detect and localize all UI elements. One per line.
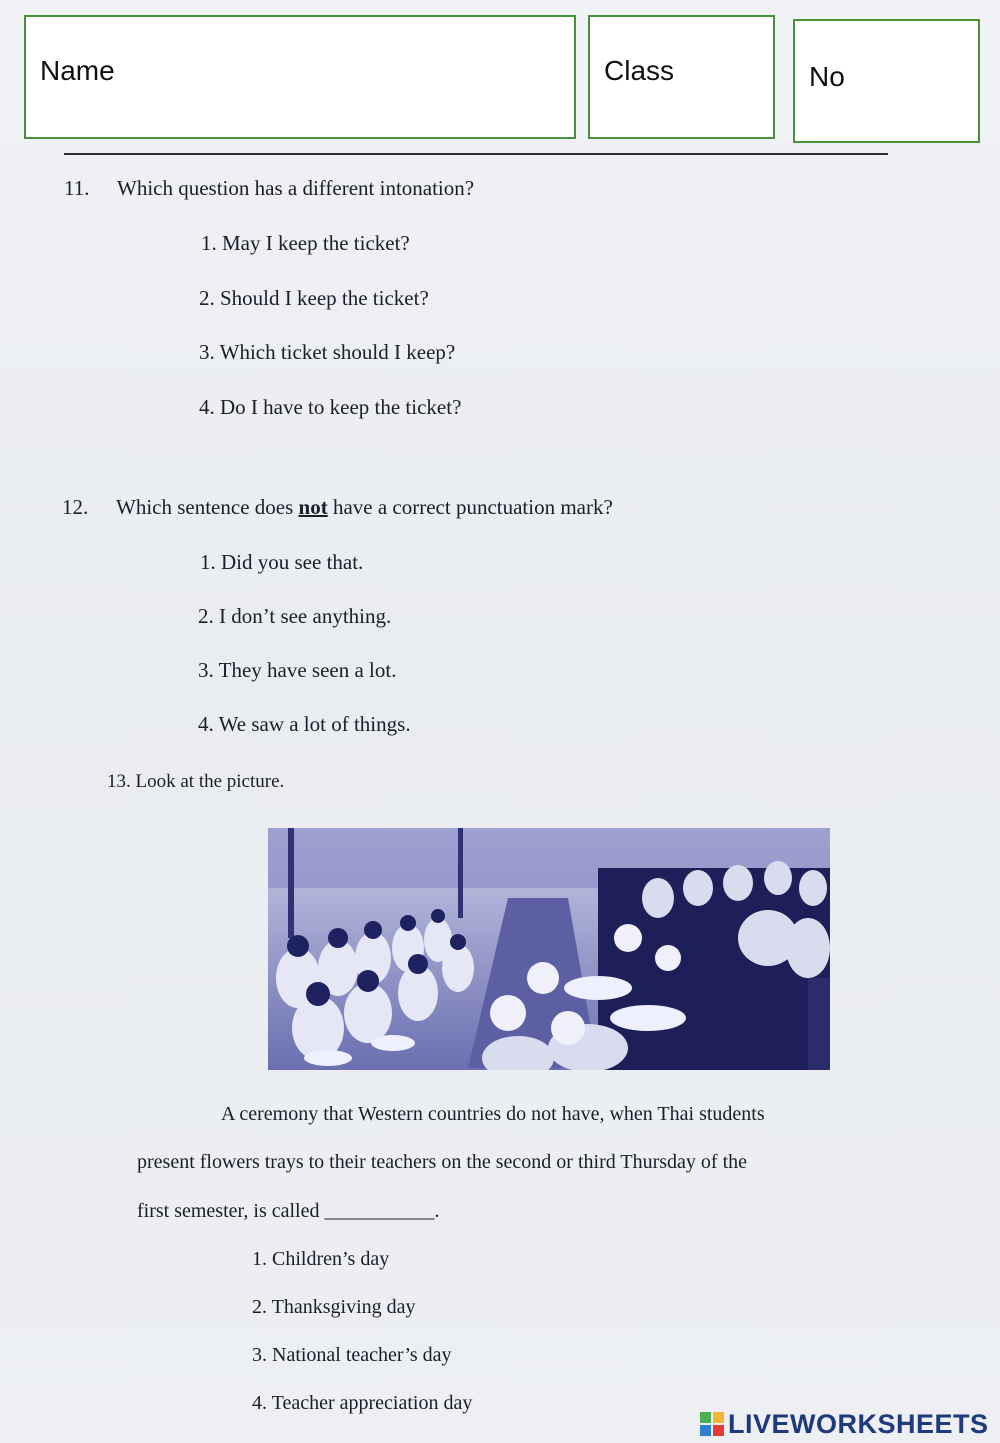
liveworksheets-logo-icon [700,1412,724,1436]
q11-number: 11. [64,176,90,200]
number-field[interactable] [793,19,980,143]
ceremony-photo-image [268,828,830,1070]
header-divider [64,153,888,155]
q12-option-1: 1. Did you see that. [200,550,364,574]
q11-option-1: 1. May I keep the ticket? [201,231,410,255]
liveworksheets-logo-text: LIVEWORKSHEETS [728,1408,989,1439]
q13-paragraph-line-3: first semester, is called ___________. [137,1200,440,1222]
ceremony-photo [268,828,830,1070]
no-label: No [809,61,845,92]
q11-option-2: 2. Should I keep the ticket? [199,286,429,310]
q13-option-1: 1. Children’s day [252,1248,390,1270]
q12-text [116,495,613,520]
name-field[interactable] [24,15,576,139]
q13-prompt: 13. Look at the picture. [107,771,285,792]
name-label: Name [40,55,115,86]
q12-text-part2: have a correct punctuation mark? [327,495,613,519]
q12-text-part1: Which sentence does [116,495,299,519]
q13-option-4: 4. Teacher appreciation day [252,1392,473,1414]
q13-paragraph-line-2: present flowers trays to their teachers on the second or third Thursday of the [137,1151,747,1173]
q11-option-3: 3. Which ticket should I keep? [199,340,456,364]
q12-option-2: 2. I don’t see anything. [198,604,392,628]
class-field[interactable] [588,15,775,139]
q13-option-2: 2. Thanksgiving day [252,1296,416,1318]
q12-number: 12. [62,495,89,519]
liveworksheets-logo [700,1406,989,1442]
q12-option-4: 4. We saw a lot of things. [198,712,411,736]
q13-paragraph-line-1: A ceremony that Western countries do not have, when Thai students [221,1103,765,1125]
q12-emphasis: not [298,495,328,519]
q12-option-3: 3. They have seen a lot. [198,658,397,682]
class-label: Class [604,55,675,86]
q13-option-3: 3. National teacher’s day [252,1344,452,1366]
q11-text: Which question has a different intonation? [117,176,475,200]
q11-option-4: 4. Do I have to keep the ticket? [199,395,462,419]
